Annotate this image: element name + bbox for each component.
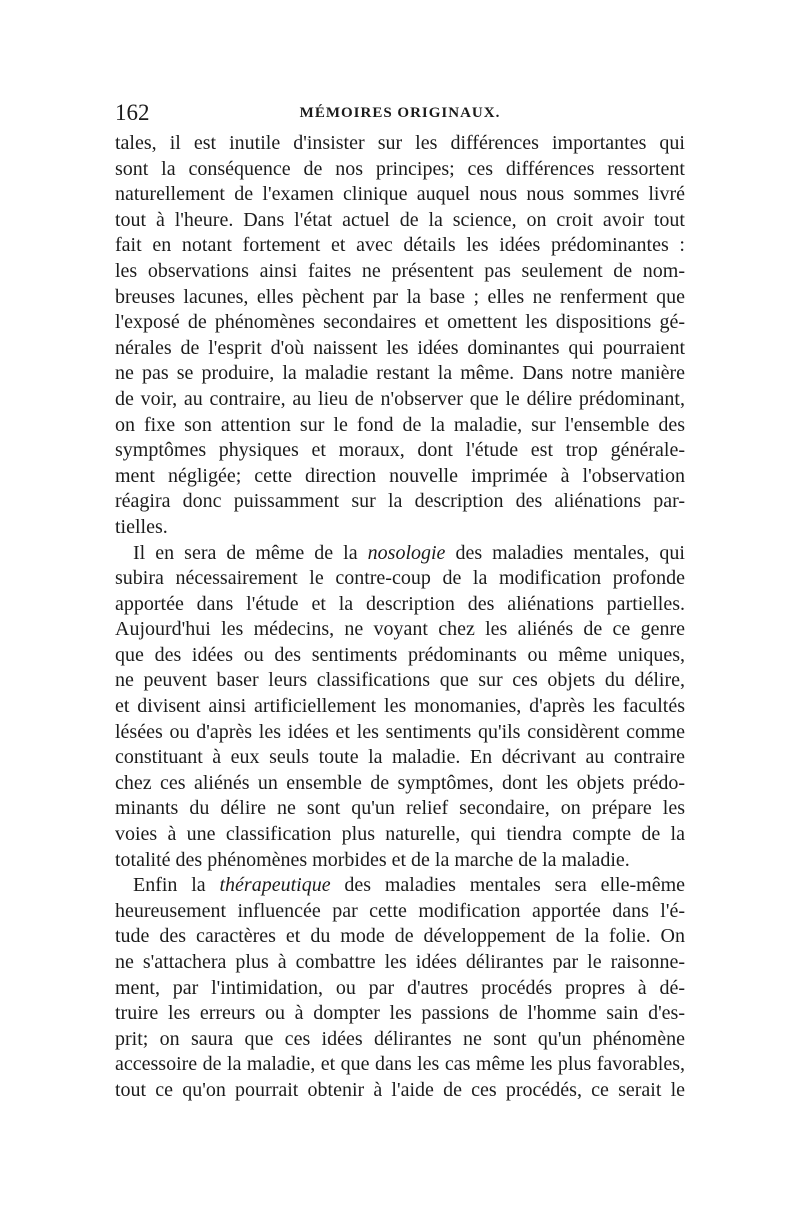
text-line: réagira donc puissamment sur la description des aliénations par-: [115, 490, 685, 513]
text-segment: des maladies mentales, qui: [445, 541, 685, 564]
text-line: sont la conséquence de nos principes; ces différences ressortent: [115, 157, 685, 180]
text-line: symptômes physiques et moraux, dont l'étude est trop générale-: [115, 439, 685, 462]
text-line: lésées ou d'après les idées et les sentiments qu'ils considèrent comme: [115, 720, 685, 743]
text-line: heureusement influencée par cette modification apportée dans l'é-: [115, 899, 685, 922]
paragraph-start-line: [115, 873, 685, 899]
running-head: [115, 98, 685, 128]
emphasis-therapeutique: thérapeutique: [219, 874, 331, 897]
text-line: truire les erreurs ou à dompter les passions de l'homme sain d'es-: [115, 1002, 685, 1025]
text-line: ment, par l'intimidation, ou par d'autres procédés propres à dé-: [115, 976, 685, 999]
text-line: apportée dans l'étude et la description des aliénations partielles.: [115, 592, 685, 615]
text-line: Aujourd'hui les médecins, ne voyant chez les aliénés de ce genre: [115, 618, 685, 641]
text-line: tude des caractères et du mode de développement de la folie. On: [115, 925, 685, 948]
body-text: [115, 131, 685, 1104]
text-line: accessoire de la maladie, et que dans les cas même les plus favorables,: [115, 1053, 685, 1076]
text-line: constituant à eux seuls toute la maladie. En décrivant au contraire: [115, 746, 685, 769]
text-line: ne pas se produire, la maladie restant la même. Dans notre manière: [115, 362, 685, 385]
text-line: tout ce qu'on pourrait obtenir à l'aide de ces procédés, ce serait le: [115, 1078, 685, 1101]
text-line: on fixe son attention sur le fond de la maladie, sur l'ensemble des: [115, 413, 685, 436]
text-line: tout à l'heure. Dans l'état actuel de la science, on croit avoir tout: [115, 208, 685, 231]
text-line: chez ces aliénés un ensemble de symptômes, dont les objets prédo-: [115, 771, 685, 794]
text-line: ne s'attachera plus à combattre les idées délirantes par le raisonne-: [115, 951, 685, 973]
text-line: minants du délire ne sont qu'un relief secondaire, on prépare les: [115, 797, 685, 820]
text-segment: Il en sera de même de la: [133, 541, 368, 564]
text-line: et divisent ainsi artificiellement les monomanies, d'après les facultés: [115, 695, 685, 718]
text-line: les observations ainsi faites ne présentent pas seulement de nom-: [115, 259, 685, 282]
text-line: nérales de l'esprit d'où naissent les idées dominantes qui pourraient: [115, 336, 685, 359]
paragraph-start-line: [115, 541, 685, 567]
text-line: subira nécessairement le contre-coup de la modification profonde: [115, 567, 685, 590]
page-number: 162: [115, 100, 150, 125]
text-line: tales, il est inutile d'insister sur les différences importantes qui: [115, 132, 685, 154]
text-segment: Enfin la: [133, 874, 220, 897]
text-line: ne peuvent baser leurs classifications que sur ces objets du délire,: [115, 669, 685, 692]
text-line: ment négligée; cette direction nouvelle imprimée à l'observation: [115, 464, 685, 487]
text-line: prit; on saura que ces idées délirantes ne sont qu'un phénomène: [115, 1027, 685, 1050]
text-line: breuses lacunes, elles pèchent par la base ; elles ne renferment que: [115, 285, 685, 308]
running-title: MÉMOIRES ORIGINAUX.: [299, 105, 501, 121]
emphasis-nosologie: nosologie: [367, 541, 446, 564]
text-line: naturellement de l'examen clinique auquel nous nous sommes livré: [115, 183, 685, 206]
text-line: l'exposé de phénomènes secondaires et omettent les dispositions gé-: [115, 311, 685, 334]
text-segment: des maladies mentales sera elle-même: [330, 874, 685, 897]
text-line: totalité des phénomènes morbides et de la marche de la maladie.: [115, 848, 630, 871]
text-line: voies à une classification plus naturelle, qui tiendra compte de la: [115, 823, 685, 846]
text-line: que des idées ou des sentiments prédominants ou même uniques,: [115, 643, 685, 666]
text-line: de voir, au contraire, au lieu de n'observer que le délire prédominant,: [115, 387, 685, 410]
text-line: tielles.: [115, 515, 168, 538]
text-line: fait en notant fortement et avec détails les idées prédominantes :: [115, 234, 685, 257]
